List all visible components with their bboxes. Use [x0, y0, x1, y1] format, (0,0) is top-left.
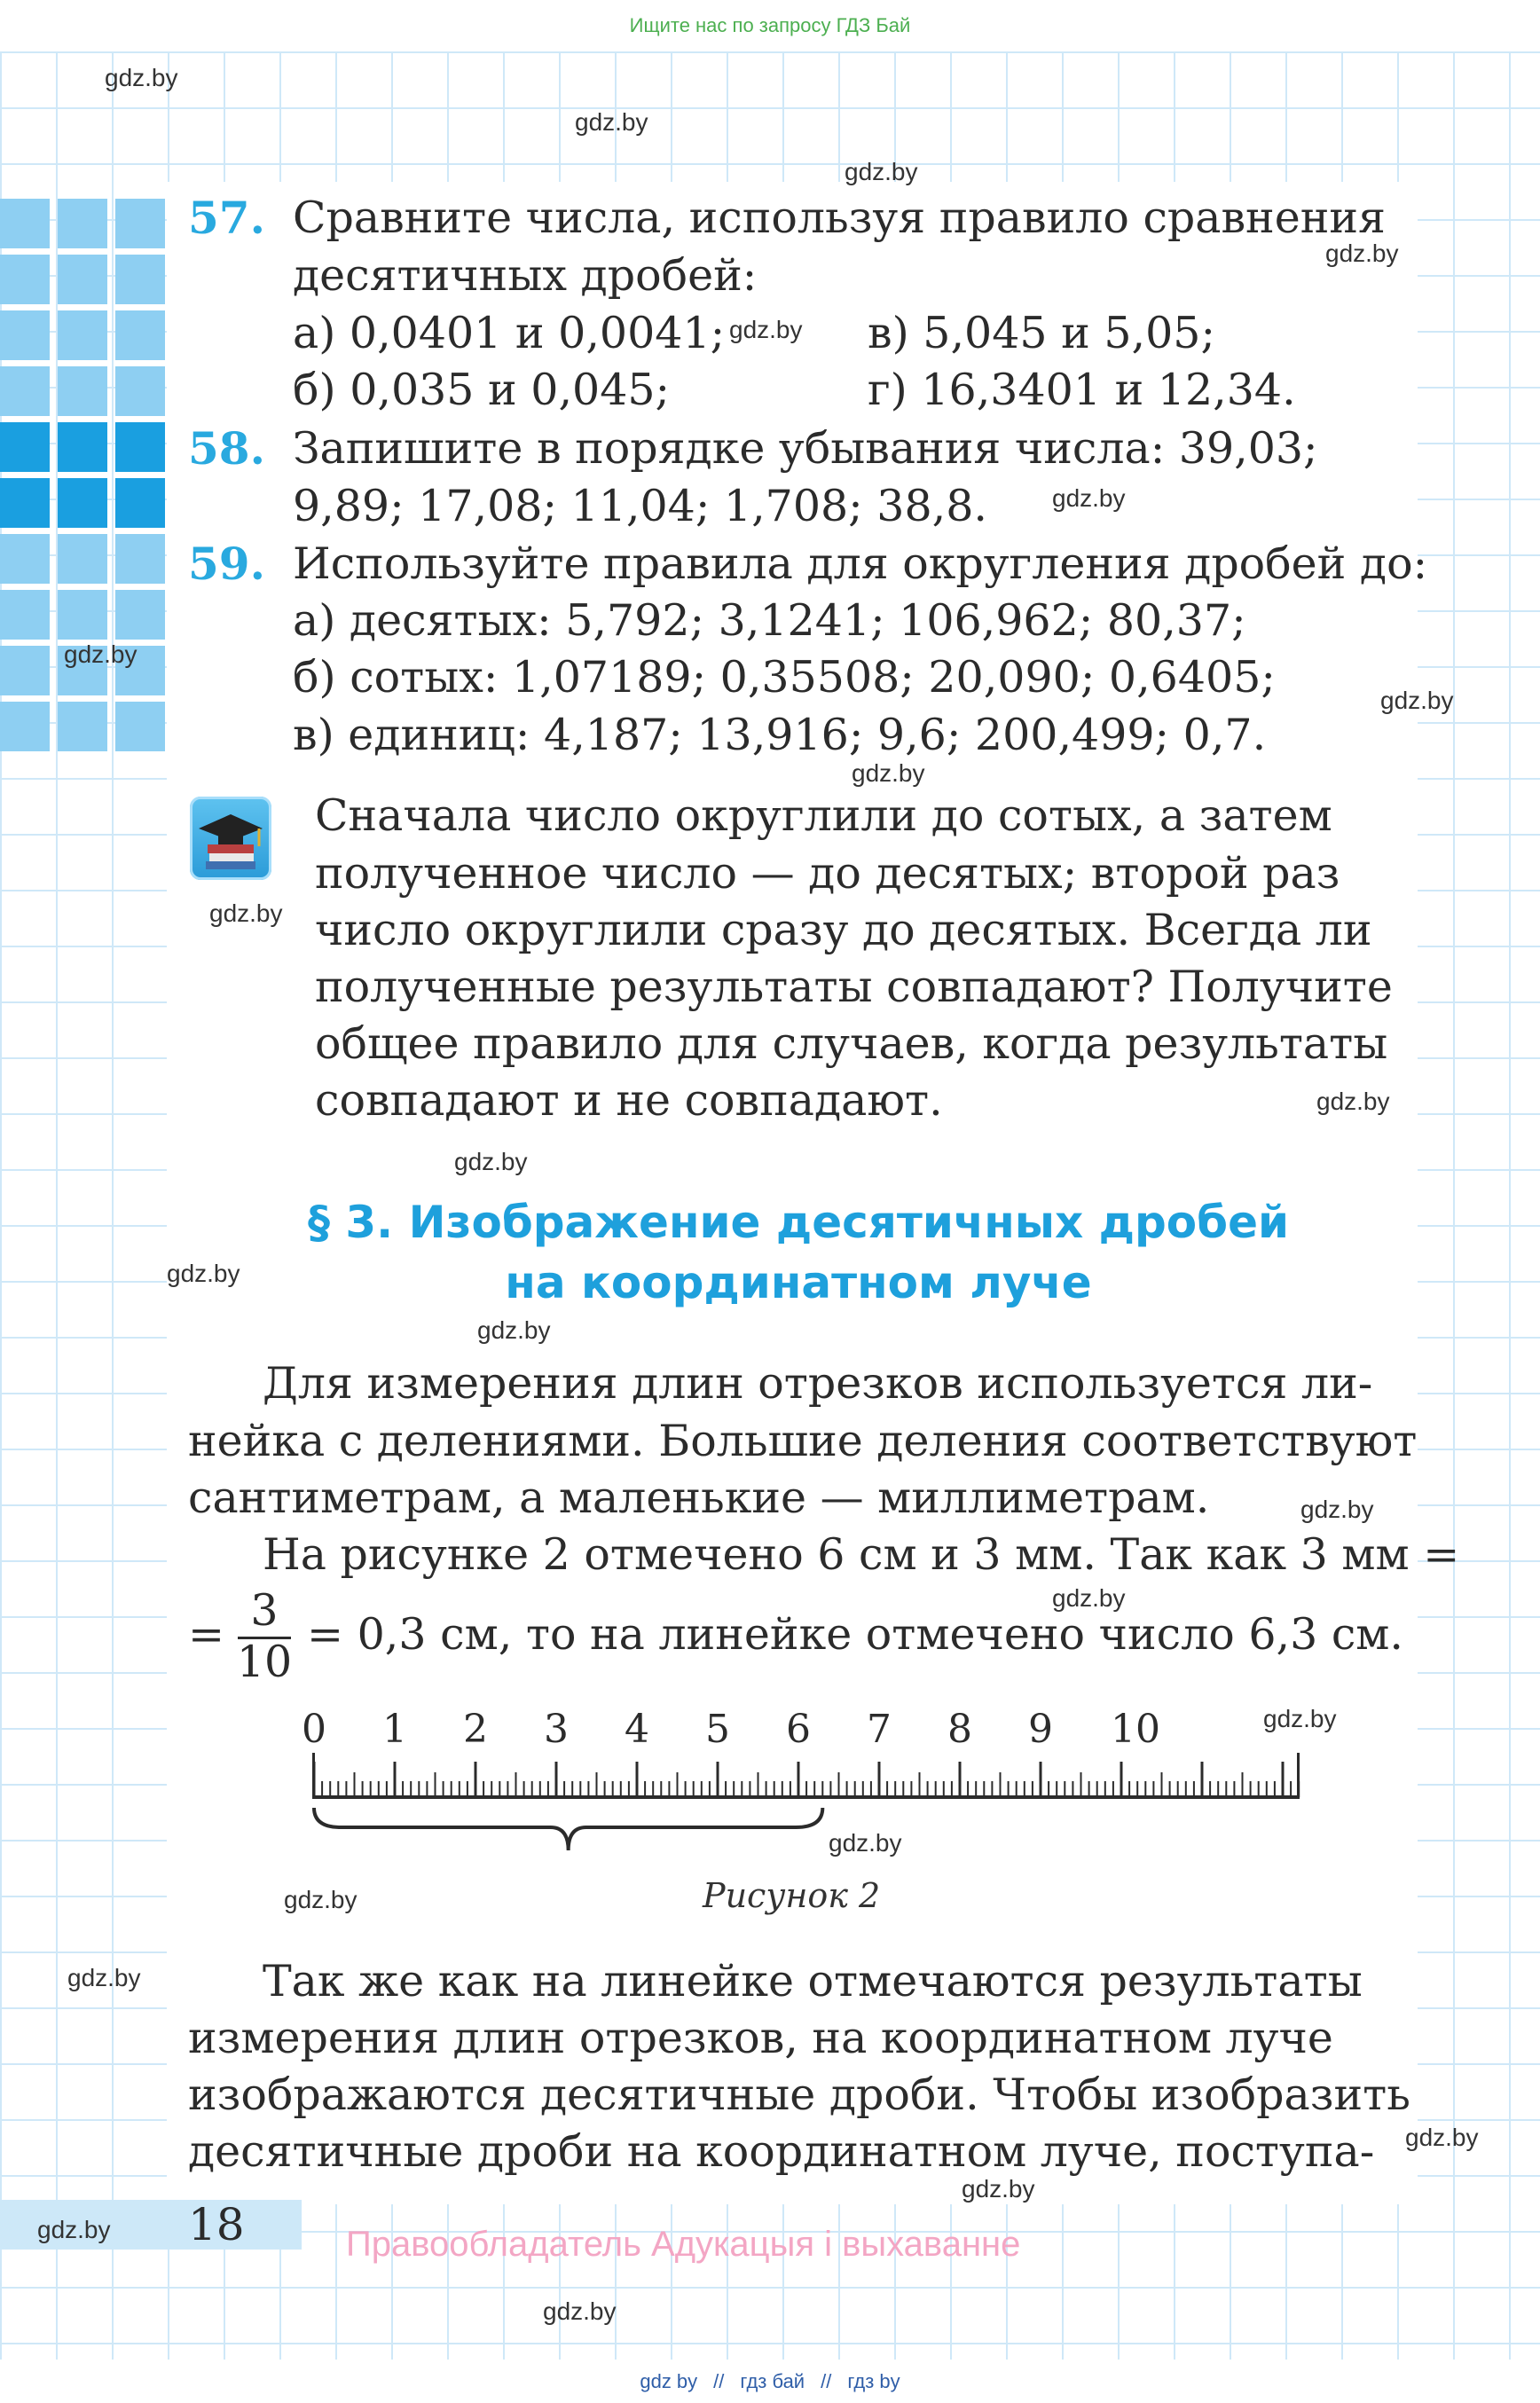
blue-square: [0, 646, 50, 695]
fraction-denominator: 10: [236, 1637, 293, 1687]
bottom-banner-part: gdz by: [640, 2369, 698, 2392]
ruler-label: 8: [947, 1707, 972, 1752]
watermark: gdz.by: [852, 759, 925, 787]
paragraph-1-line-3: сантиметрам, а маленькие — миллиметрам.: [188, 1472, 1210, 1523]
top-banner: [0, 0, 1540, 51]
watermark: gdz.by: [1405, 2124, 1479, 2151]
ruler-label: 5: [705, 1707, 730, 1752]
copyright-notice: Правообладатель Адукацыя і выхаванне: [346, 2225, 1021, 2264]
blue-square: [58, 702, 107, 751]
ruler-label: 1: [382, 1707, 407, 1752]
watermark: gdz.by: [477, 1316, 551, 1344]
task-58-line-2: 9,89; 17,08; 11,04; 1,708; 38,8.: [293, 481, 987, 531]
section-title-line-1: § 3. Изображение десятичных дробей: [307, 1197, 1290, 1248]
watermark: gdz.by: [575, 108, 648, 136]
ruler-figure: [293, 1703, 1313, 1863]
watermark: gdz.by: [962, 2175, 1035, 2203]
ruler-label: 10: [1111, 1707, 1160, 1752]
blue-square: [58, 590, 107, 640]
watermark: gdz.by: [1263, 1705, 1337, 1732]
ruler-brace: [314, 1808, 822, 1850]
blue-square: [115, 199, 165, 248]
bottom-banner: [0, 2360, 1540, 2403]
watermark: gdz.by: [845, 158, 918, 185]
watermark: gdz.by: [1380, 687, 1454, 714]
ruler-ticks: [314, 1762, 1299, 1797]
task-57-line-2: десятичных дробей:: [293, 250, 758, 301]
blue-square: [0, 199, 50, 248]
task-59-line-4: в) единиц: 4,187; 13,916; 9,6; 200,499; 0,7.: [293, 710, 1267, 760]
blue-square: [115, 702, 165, 751]
research-line-1: Сначала число округлили до сотых, а затем: [315, 790, 1332, 841]
bottom-banner-part: //: [713, 2369, 725, 2392]
paragraph-3-line-4: десятичные дроби на координатном луче, поступа-: [188, 2126, 1375, 2177]
watermark: gdz.by: [167, 1260, 240, 1287]
task-59-line-1: Используйте правила для округления дробей до:: [293, 538, 1428, 589]
blue-square: [115, 590, 165, 640]
research-line-4: полученные результаты совпадают? Получите: [315, 962, 1393, 1012]
task-59-line-3: б) сотых: 1,07189; 0,35508; 20,090; 0,6405;: [293, 652, 1276, 703]
blue-square: [115, 478, 165, 528]
top-banner-text: Ищите нас по запросу ГДЗ Бай: [629, 14, 911, 36]
research-line-5: общее правило для случаев, когда результаты: [315, 1018, 1388, 1069]
watermark: gdz.by: [284, 1886, 358, 1913]
task-57-item-a: а) 0,0401 и 0,0041;: [293, 308, 726, 358]
paragraph-2-line-1: На рисунке 2 отмечено 6 см и 3 мм. Так как 3 мм =: [263, 1529, 1460, 1580]
blue-square: [0, 702, 50, 751]
paragraph-2-line-2: = 0,3 см, то на линейке отмечено число 6,3 см.: [307, 1609, 1403, 1660]
paragraph-3-line-1: Так же как на линейке отмечаются результаты: [263, 1956, 1363, 2006]
blue-square: [0, 534, 50, 584]
watermark: gdz.by: [543, 2297, 617, 2325]
task-57-item-v: в) 5,045 и 5,05;: [868, 308, 1215, 358]
watermark: gdz.by: [64, 640, 138, 668]
page-number: 18: [188, 2199, 245, 2250]
watermark: gdz.by: [1300, 1496, 1374, 1523]
blue-square: [115, 310, 165, 360]
section-title-line-2: на координатном луче: [505, 1257, 1092, 1308]
ruler-label: 7: [867, 1707, 892, 1752]
watermark: gdz.by: [1052, 1584, 1126, 1612]
paragraph-1-line-1: Для измерения длин отрезков используется ли-: [263, 1358, 1373, 1409]
watermark: gdz.by: [105, 64, 178, 91]
blue-square: [58, 422, 107, 472]
task-number-58: 58.: [188, 422, 265, 475]
paragraph-2-equals: =: [188, 1609, 225, 1660]
research-line-3: число округлили сразу до десятых. Всегда ли: [315, 905, 1372, 955]
watermark: gdz.by: [729, 316, 803, 343]
watermark: gdz.by: [454, 1148, 528, 1175]
figure-caption: Рисунок 2: [703, 1876, 881, 1915]
watermark: gdz.by: [209, 899, 283, 927]
task-number-57: 57.: [188, 192, 265, 244]
blue-square: [58, 478, 107, 528]
blue-square: [115, 255, 165, 304]
fraction-numerator: 3: [250, 1585, 279, 1636]
ruler-label: 3: [544, 1707, 569, 1752]
watermark: gdz.by: [1316, 1088, 1390, 1115]
blue-square: [0, 590, 50, 640]
blue-square: [115, 422, 165, 472]
task-57-item-g: г) 16,3401 и 12,34.: [868, 365, 1296, 415]
blue-square: [0, 366, 50, 416]
watermark: gdz.by: [67, 1964, 141, 1991]
ruler-label: 2: [463, 1707, 488, 1752]
watermark: gdz.by: [1052, 484, 1126, 512]
paragraph-1-line-2: нейка с делениями. Большие деления соответствуют: [188, 1416, 1418, 1466]
task-number-59: 59.: [188, 538, 265, 590]
ruler-labels: [302, 1707, 1160, 1752]
bottom-banner-part: гдз бай: [740, 2369, 805, 2392]
blue-square: [58, 366, 107, 416]
ruler-label: 6: [786, 1707, 811, 1752]
blue-square: [0, 255, 50, 304]
blue-square: [0, 478, 50, 528]
paragraph-3-line-2: измерения длин отрезков, на координатном луче: [188, 2013, 1333, 2063]
task-58-line-1: Запишите в порядке убывания числа: 39,03;: [293, 423, 1318, 474]
blue-square: [58, 310, 107, 360]
research-line-6: совпадают и не совпадают.: [315, 1075, 943, 1126]
graduation-cap-icon: [190, 797, 271, 880]
task-57-line-1: [293, 190, 1403, 247]
blue-square: [58, 534, 107, 584]
watermark: gdz.by: [37, 2216, 111, 2243]
bottom-banner-part: гдз by: [847, 2369, 900, 2392]
paragraph-3-line-3: изображаются десятичные дроби. Чтобы изобразить: [188, 2069, 1410, 2120]
watermark: gdz.by: [829, 1829, 902, 1857]
blue-square: [58, 255, 107, 304]
ruler-label: 0: [302, 1707, 326, 1752]
blue-squares-decoration: [0, 199, 167, 766]
blue-square: [0, 422, 50, 472]
watermark: gdz.by: [1325, 240, 1399, 267]
blue-square: [58, 199, 107, 248]
ruler-label: 9: [1028, 1707, 1053, 1752]
task-57-text-1: Сравните числа, используя правило сравнения: [293, 192, 1386, 243]
task-59-line-2: а) десятых: 5,792; 3,1241; 106,962; 80,37;: [293, 595, 1246, 646]
blue-square: [115, 534, 165, 584]
bottom-banner-part: //: [821, 2369, 832, 2392]
task-57-item-b: б) 0,035 и 0,045;: [293, 365, 671, 415]
blue-square: [115, 366, 165, 416]
blue-square: [0, 310, 50, 360]
ruler-label: 4: [625, 1707, 649, 1752]
research-line-2: полученное число — до десятых; второй раз: [315, 848, 1340, 899]
